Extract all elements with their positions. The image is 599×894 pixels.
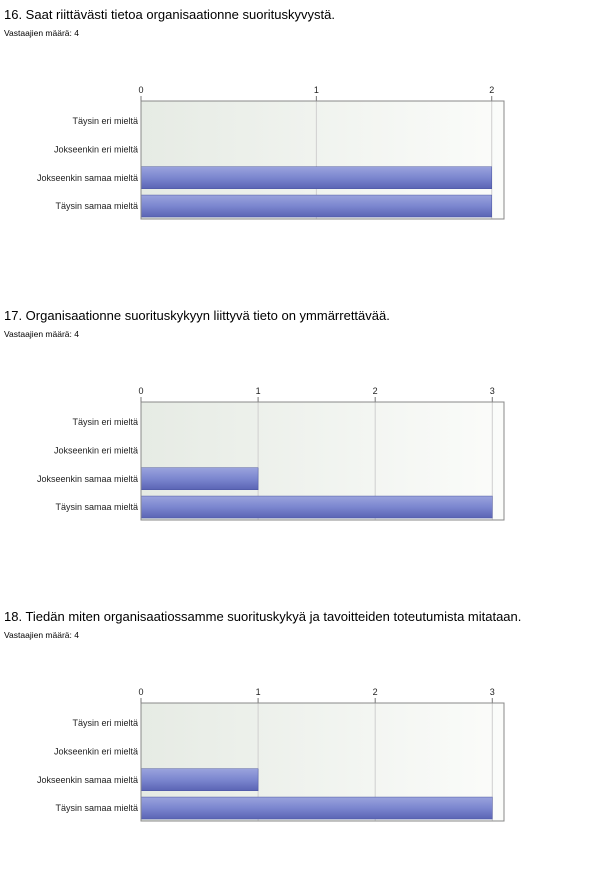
category-label: Jokseenkin samaa mieltä — [36, 774, 138, 785]
category-label: Täysin eri mieltä — [72, 718, 138, 729]
category-label: Jokseenkin eri mieltä — [53, 144, 138, 155]
bar — [141, 769, 258, 791]
x-tick-label: 1 — [255, 687, 261, 697]
question-17-title: 17. Organisaationne suorituskykyyn liittyvä tieto on ymmärrettävää. — [4, 308, 390, 323]
question-16-respondent-count: Vastaajien määrä: 4 — [4, 28, 79, 38]
x-tick-label: 0 — [138, 386, 144, 396]
x-tick-label: 0 — [138, 85, 144, 95]
question-18-bar-chart — [0, 669, 599, 829]
x-tick-label: 0 — [138, 687, 144, 697]
category-label: Täysin eri mieltä — [72, 417, 138, 428]
x-tick-label: 2 — [489, 85, 495, 95]
category-label: Jokseenkin eri mieltä — [53, 746, 138, 757]
bar — [141, 496, 492, 518]
category-label: Jokseenkin samaa mieltä — [36, 473, 138, 484]
category-label: Täysin samaa mieltä — [55, 803, 138, 814]
question-17-bar-chart — [0, 368, 599, 528]
bar — [141, 195, 492, 217]
x-tick-label: 3 — [489, 687, 495, 697]
category-label: Täysin samaa mieltä — [55, 502, 138, 513]
bar — [141, 167, 492, 189]
x-tick-label: 3 — [489, 386, 495, 396]
category-label: Täysin samaa mieltä — [55, 201, 138, 212]
question-17-respondent-count: Vastaajien määrä: 4 — [4, 329, 79, 339]
x-tick-label: 1 — [313, 85, 319, 95]
category-label: Jokseenkin eri mieltä — [53, 445, 138, 456]
x-tick-label: 1 — [255, 386, 261, 396]
question-18-title: 18. Tiedän miten organisaatiossamme suorituskykyä ja tavoitteiden toteutumista mitataan. — [4, 609, 522, 624]
question-18-respondent-count: Vastaajien määrä: 4 — [4, 630, 79, 640]
category-label: Täysin eri mieltä — [72, 116, 138, 127]
bar — [141, 468, 258, 490]
question-16-title: 16. Saat riittävästi tietoa organisaationne suorituskyvystä. — [4, 7, 335, 22]
bar — [141, 797, 492, 819]
x-tick-label: 2 — [372, 386, 378, 396]
question-16-bar-chart — [0, 67, 599, 227]
category-label: Jokseenkin samaa mieltä — [36, 172, 138, 183]
x-tick-label: 2 — [372, 687, 378, 697]
